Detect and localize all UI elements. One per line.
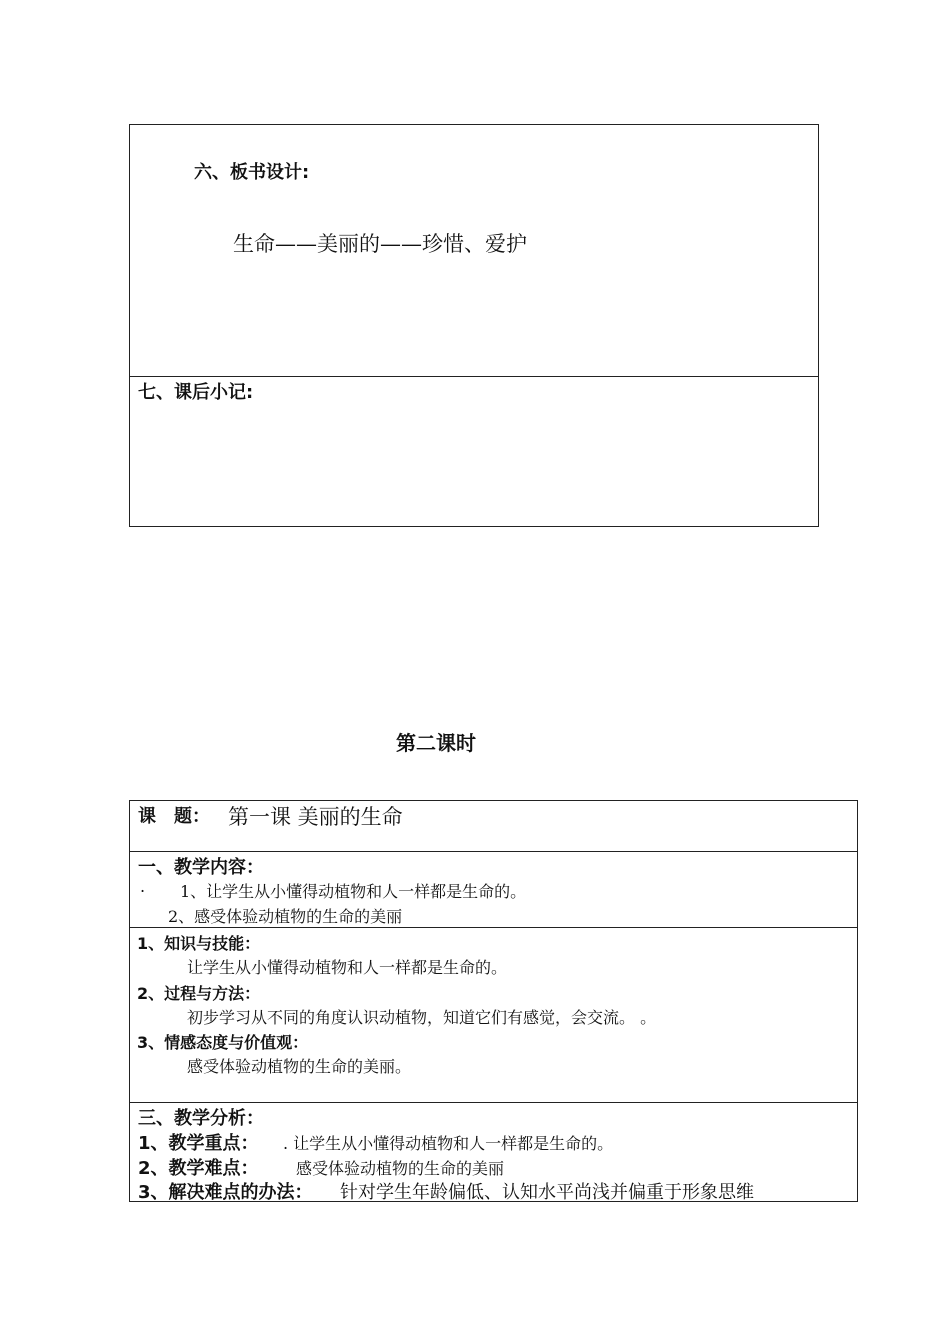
content-title: 一、教学内容：: [138, 857, 264, 878]
table2-divider-3: [129, 1102, 858, 1103]
analysis-title: 三、教学分析：: [138, 1108, 264, 1129]
section6-title: 六、板书设计:: [194, 162, 310, 183]
board-design-table: [129, 124, 819, 527]
key-point-text: . 让学生从小懂得动植物和人一样都是生命的。: [283, 1134, 614, 1153]
board-text: 生命——美丽的——珍惜、爱护: [233, 232, 527, 256]
content-item2: 2、感受体验动植物的生命的美丽: [168, 907, 403, 926]
section7-title: 七、课后小记:: [138, 382, 254, 403]
difficulty-label: 2、教学难点：: [138, 1158, 259, 1179]
goal2-title: 2、过程与方法：: [137, 984, 261, 1003]
goal2-text: 初步学习从不同的角度认识动植物，知道它们有感觉，会交流。 。: [187, 1008, 657, 1027]
goal3-title: 3、情感态度与价值观：: [137, 1033, 309, 1052]
topic-label: 课 题：: [138, 806, 210, 827]
table1-divider: [129, 376, 819, 377]
key-point-label: 1、教学重点：: [138, 1133, 259, 1154]
solution-label: 3、解决难点的办法：: [138, 1182, 313, 1203]
goal3-text: 感受体验动植物的生命的美丽。: [187, 1057, 412, 1076]
lesson-heading: 第二课时: [396, 731, 476, 755]
solution-text: 针对学生年龄偏低、认知水平尚浅并偏重于形象思维: [340, 1182, 754, 1203]
topic-value: 第一课 美丽的生命: [228, 805, 403, 829]
table2-divider-2: [129, 927, 858, 928]
difficulty-text: 感受体验动植物的生命的美丽: [296, 1159, 505, 1178]
goal1-title: 1、知识与技能：: [137, 934, 261, 953]
content-item1-dot: .: [140, 877, 146, 896]
content-item1: 1、让学生从小懂得动植物和人一样都是生命的。: [180, 882, 527, 901]
table2-divider-1: [129, 851, 858, 852]
goal1-text: 让学生从小懂得动植物和人一样都是生命的。: [187, 958, 508, 977]
